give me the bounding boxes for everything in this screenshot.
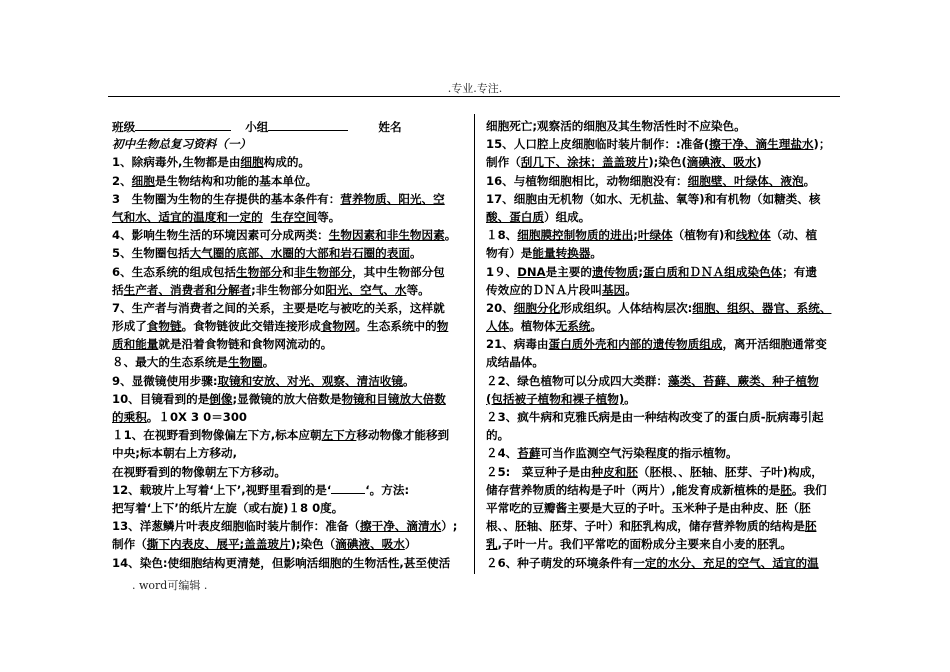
text-segment: 21、病毒由: [486, 337, 549, 352]
answer-blank[interactable]: [331, 482, 365, 494]
text-segment: );染色(: [648, 155, 687, 170]
text-segment: 9、显微镜使用步骤:: [112, 373, 218, 388]
text-segment: 物有）是: [486, 246, 533, 261]
text-line: [112, 554, 470, 572]
text-segment: 。我们: [791, 482, 827, 497]
text-line: [112, 426, 470, 444]
text-line: [112, 408, 470, 426]
text-line: [112, 244, 470, 262]
underlined-term: 蛋白质外壳和内部的遗传物质组成: [548, 337, 723, 352]
text-line: [112, 208, 470, 226]
underlined-term: 蛋白质和ＤＮＡ组成染色体: [643, 264, 783, 279]
text-segment: （植物有)和: [672, 228, 736, 243]
underlined-term: 物: [436, 319, 449, 334]
text-segment: ,子叶一片。我们平常吃的面粉成分主要来自小麦的胚乳。: [497, 537, 792, 552]
underlined-term: 细胞分化: [513, 300, 561, 315]
text-segment: 在视野看到的物像朝左下方移动。: [112, 464, 286, 479]
text-segment: 。: [262, 355, 275, 370]
text-line: [112, 153, 470, 171]
text-segment: 形成组织。人体结构层次:: [560, 300, 693, 315]
text-segment: 制作（: [486, 155, 521, 170]
text-segment: ２6、种子萌发的环境条件有: [486, 555, 634, 570]
underlined-term: 擦干净、滴清水: [360, 519, 442, 534]
underlined-term: 酸、蛋白质: [486, 209, 544, 224]
text-segment: 。: [590, 319, 602, 334]
text-segment: 平常吃的豆瓣酱主要是大豆的子叶。玉米种子是由种皮、胚（胚: [486, 500, 811, 515]
text-segment: 。生态系统中的: [355, 319, 437, 334]
underlined-term: 生物部分: [236, 264, 283, 279]
text-line: [112, 390, 470, 408]
underlined-term: 细胞: [240, 155, 264, 170]
text-segment: 移动物像才能移到: [356, 428, 450, 443]
underlined-term: 食物链: [146, 319, 182, 334]
text-line: [486, 281, 842, 299]
text-segment: 就是沿着食物链和食物网流动的。: [158, 337, 333, 352]
text-segment: 。植物体: [509, 319, 556, 334]
text-line: [112, 281, 470, 299]
underlined-term: 遗传物质: [591, 264, 639, 279]
text-segment: 3 生物圈为生物的生存提供的基本条件有：: [112, 191, 341, 206]
text-segment: ;显微镜的放大倍数是: [232, 391, 342, 406]
right-column: [486, 117, 842, 572]
text-segment: 12、载玻片上写着‘上下’,视野里看到的是‘: [112, 482, 332, 497]
underlined-term: 擦干净、滴生理盐水: [709, 137, 814, 152]
text-segment: )；: [813, 137, 831, 152]
underlined-term: 取镜和安放、对光、观察、清洁收镜: [217, 373, 403, 388]
text-segment: 。: [625, 282, 637, 297]
underlined-term: 线粒体: [735, 228, 771, 243]
text-segment: 制作（: [112, 537, 147, 552]
underlined-term: 能量转换器: [532, 246, 591, 261]
text-line: [112, 335, 470, 353]
underlined-term: 撕下内表皮、展平;盖盖玻片: [146, 537, 291, 552]
text-segment: ;: [633, 228, 638, 243]
underlined-term: 胚: [804, 519, 817, 534]
text-segment: 。食物链彼此交错连接形成: [181, 319, 321, 334]
text-line: [112, 481, 470, 499]
text-segment: 根、、胚轴、胚芽、子叶）和胚乳构成，储存营养物质的结构是: [486, 519, 805, 534]
text-line: [486, 299, 842, 317]
underlined-term: 乳: [486, 537, 498, 552]
text-segment: ;非生物部分如: [251, 282, 326, 297]
text-line: [486, 463, 842, 481]
text-line: [112, 463, 470, 481]
text-segment: 。: [402, 373, 415, 388]
text-line: [486, 208, 842, 226]
underlined-term: 质和能量: [112, 337, 159, 352]
text-line: [486, 117, 842, 135]
text-line: [486, 535, 842, 553]
underlined-term: 生物圈: [227, 355, 263, 370]
text-segment: ８、最大的生态系统是: [112, 355, 228, 370]
text-segment: 20、: [486, 300, 514, 315]
text-segment: 1９、: [486, 264, 518, 279]
underlined-term: 叶绿体: [637, 228, 673, 243]
class-blank[interactable]: [135, 117, 231, 131]
text-segment: ，其中生物部分包: [352, 264, 445, 279]
text-segment: 15、人口腔上皮细胞临时装片制作：:准备(: [486, 137, 710, 152]
left-column: [112, 117, 470, 572]
form-line: [112, 117, 470, 135]
text-line: [486, 390, 842, 408]
text-line: [486, 353, 842, 371]
text-line: [112, 535, 470, 553]
text-segment: 传效应的ＤＮＡ片段叫: [486, 282, 602, 297]
text-segment: 形成了: [112, 319, 147, 334]
text-line: [486, 153, 842, 171]
text-segment: 把写着‘上下’的纸片左旋（或右旋)１8 0度。: [112, 500, 344, 515]
underlined-term: 阳光、空气、水: [325, 282, 407, 297]
text-segment: ）组成。: [543, 209, 591, 224]
text-line: [112, 317, 470, 335]
text-line: [112, 226, 470, 244]
text-segment: 16、与植物细胞相比，动物细胞没有：: [486, 173, 688, 188]
text-segment: １1、在视野看到物像偏左下方,标本应朝: [112, 428, 322, 443]
text-segment: ）: [404, 537, 417, 552]
name-label: 姓名: [378, 120, 402, 134]
text-segment: 14、染色:使细胞结构更清楚，但影响活细胞的生物活性,甚至使活: [112, 555, 451, 570]
underlined-term: 滴碘液、吸水: [335, 537, 405, 552]
underlined-term: 细胞壁、叶绿体、液泡: [687, 173, 804, 188]
text-segment: 7、生产者与消费者之间的关系，主要是吃与被吃的关系，这样就: [112, 300, 445, 315]
text-segment: ２3、疯牛病和克雅氏病是由一种结构改变了的蛋白质-朊病毒引起: [486, 410, 824, 424]
text-line: [486, 190, 842, 208]
text-line: [486, 499, 842, 517]
text-segment: ２4、: [486, 446, 518, 461]
text-line: [486, 226, 842, 244]
text-line: [112, 190, 470, 208]
group-label: 小组: [245, 120, 269, 134]
text-segment: ２2、绿色植物可以分成四大类群：: [486, 373, 668, 388]
text-line: [486, 517, 842, 535]
underlined-term: 一定的水分、充足的空气、适宜的温: [633, 555, 819, 570]
underlined-term: 细胞、组织、器官、系统、: [692, 300, 832, 315]
group-blank[interactable]: [268, 117, 348, 131]
underlined-term: 生存空间: [270, 209, 318, 224]
underlined-term: 左下方: [321, 428, 357, 443]
text-segment: 是主要的: [545, 264, 592, 279]
underlined-term: 苔藓: [517, 446, 541, 461]
text-line: [486, 408, 842, 426]
text-segment: ）;: [441, 519, 458, 534]
text-segment: （胚根、、胚轴、胚芽、子叶)构成，: [637, 464, 823, 479]
underlined-term: 种皮和胚: [591, 464, 638, 479]
text-line: [486, 135, 842, 153]
text-segment: 17、细胞由无机物（如水、无机盐、氧等)和有机物（如糖类、核: [486, 191, 821, 206]
text-segment: 括: [112, 282, 124, 297]
text-segment: 等。: [406, 282, 430, 297]
text-segment: 可当作监测空气污染程度的指示植物。: [540, 446, 738, 461]
text-segment: 2、: [112, 173, 132, 188]
underlined-term: 物镜和目镜放大倍数: [341, 391, 446, 406]
page-header: .专业.专注.: [447, 82, 503, 95]
text-segment: 13、洋葱鳞片叶表皮细胞临时装片制作：准备（: [112, 519, 361, 534]
underlined-term: 基因: [601, 282, 626, 297]
text-segment: 和: [282, 264, 295, 279]
text-line: [112, 517, 470, 535]
underlined-term: 细胞: [131, 173, 155, 188]
underlined-term: 藻类、苔藓、蕨类、种子植物: [667, 373, 819, 388]
text-segment: 的。: [486, 428, 510, 443]
text-segment: 1、除病毒外,生物都是由: [112, 155, 241, 170]
underlined-term: 气和水、适宜的温度和一定的: [112, 209, 263, 224]
underlined-term: 细胞膜控制物质的进出: [517, 228, 634, 243]
text-segment: 储存营养物质的结构是子叶（两片）,能发育成新植株的是: [486, 482, 781, 497]
header-rule: [108, 96, 840, 97]
text-line: [486, 372, 842, 390]
text-segment: 中央;标本朝右上方移动,: [112, 446, 237, 461]
text-line: [112, 444, 470, 462]
text-segment: 4、影响生物生活的环境因素可分成两类：: [112, 228, 329, 243]
text-line: [486, 444, 842, 462]
underlined-term: DNA: [517, 264, 546, 279]
text-segment: 细胞死亡;观察活的细胞及其生物活性时不应染色。: [486, 119, 746, 133]
text-segment: ；有遗: [782, 264, 817, 279]
text-line: [112, 499, 470, 517]
text-segment: 。: [624, 391, 636, 406]
underlined-term: (包括被子植物和裸子植物): [486, 391, 625, 406]
underlined-term: 滴碘液、吸水: [686, 155, 757, 170]
underlined-term: 无系统: [555, 319, 591, 334]
underlined-term: 非生物部分: [294, 264, 352, 279]
underlined-term: 营养物质、阳光、空: [340, 191, 445, 206]
text-line: [486, 317, 842, 335]
text-segment: 。: [444, 228, 457, 243]
text-line: [486, 244, 842, 262]
text-segment: ２5: 菜豆种子是由: [486, 464, 592, 479]
underlined-term: 胚: [780, 482, 792, 497]
text-segment: ): [756, 155, 762, 170]
text-segment: 6、生态系统的组成包括: [112, 264, 237, 279]
underlined-term: 的乘积: [112, 410, 147, 424]
text-segment: 是生物结构和功能的基本单位。: [154, 173, 318, 188]
text-segment: 。: [409, 246, 422, 261]
underlined-term: 倒像: [209, 391, 233, 406]
text-segment: 。１0X 3 0＝300: [146, 410, 247, 424]
text-segment: 。: [803, 173, 816, 188]
text-line: [112, 172, 470, 190]
text-line: [486, 335, 842, 353]
text-line: [486, 426, 842, 444]
text-segment: );染色（: [290, 537, 336, 552]
text-segment: ‘。方法:: [365, 482, 410, 497]
underlined-term: 生物因素和非生物因素: [328, 228, 445, 243]
text-segment: 构成的。: [263, 155, 311, 170]
doc-title: 初中生物总复习资料（一）: [112, 137, 252, 152]
text-line: [112, 299, 470, 317]
column-divider: [474, 114, 475, 574]
text-line: [112, 263, 470, 281]
underlined-term: 人体: [486, 319, 510, 334]
text-segment: 5、生物圈包括: [112, 246, 190, 261]
class-label: 班级: [112, 120, 136, 134]
text-segment: １8、: [486, 228, 518, 243]
page-footer: . word可编辑 .: [132, 579, 208, 592]
underlined-term: 刮几下、涂抹；盖盖玻片: [520, 155, 649, 170]
text-line: [112, 353, 470, 371]
text-segment: ;: [638, 264, 643, 279]
text-segment: ，离开活细胞通常变: [722, 337, 827, 352]
text-segment: 等。: [317, 209, 341, 224]
text-segment: 成结晶体。: [486, 355, 544, 370]
underlined-term: 大气圈的底部、水圈的大部和岩石圈的表面: [189, 246, 410, 261]
underlined-term: 生产者、消费者和分解者: [123, 282, 252, 297]
text-line: [486, 263, 842, 281]
text-segment: 。: [590, 246, 602, 261]
text-line: [112, 372, 470, 390]
text-line: [486, 554, 842, 572]
text-line: [486, 172, 842, 190]
text-line: [486, 481, 842, 499]
text-segment: （动、植: [770, 228, 818, 243]
text-segment: 10、目镜看到的是: [112, 391, 210, 406]
underlined-term: 食物网: [320, 319, 356, 334]
